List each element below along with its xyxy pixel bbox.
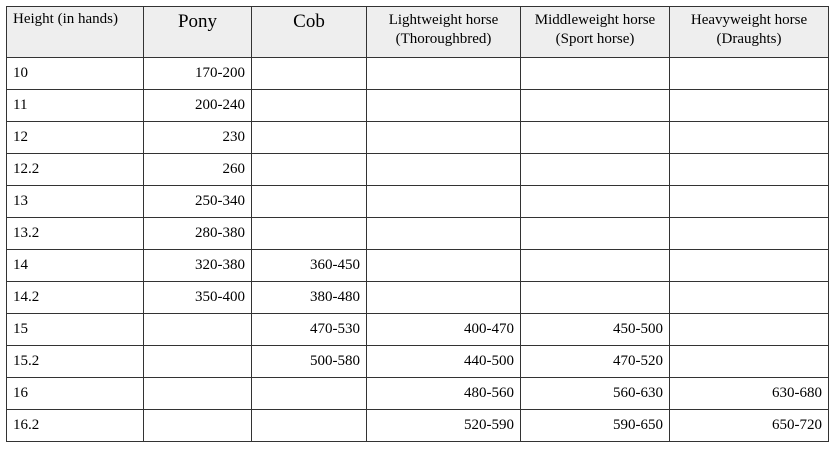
cell-pony: 170-200: [144, 58, 252, 90]
cell-lightweight: 440-500: [367, 346, 521, 378]
cell-height: 16: [7, 378, 144, 410]
cell-pony: [144, 346, 252, 378]
header-middleweight: [521, 7, 670, 58]
cell-lightweight: 480-560: [367, 378, 521, 410]
cell-height: 15: [7, 314, 144, 346]
cell-middleweight: [521, 218, 670, 250]
cell-cob: [252, 154, 367, 186]
table-row: [7, 218, 829, 250]
table-row: [7, 378, 829, 410]
cell-height: 13.2: [7, 218, 144, 250]
cell-pony: 260: [144, 154, 252, 186]
header-pony: Pony: [144, 7, 252, 58]
table-row: [7, 282, 829, 314]
header-cob: Cob: [252, 7, 367, 58]
cell-cob: 500-580: [252, 346, 367, 378]
table-row: [7, 410, 829, 442]
cell-middleweight: [521, 250, 670, 282]
cell-cob: [252, 90, 367, 122]
cell-middleweight: 450-500: [521, 314, 670, 346]
cell-height: 14.2: [7, 282, 144, 314]
cell-pony: 320-380: [144, 250, 252, 282]
cell-cob: [252, 378, 367, 410]
header-lightweight-name: Lightweight horse: [388, 12, 499, 28]
header-heavyweight-type: (Draughts): [716, 31, 782, 47]
cell-lightweight: 520-590: [367, 410, 521, 442]
cell-cob: 360-450: [252, 250, 367, 282]
header-lightweight: [367, 7, 521, 58]
cell-cob: [252, 218, 367, 250]
cell-pony: [144, 378, 252, 410]
header-middleweight-name: Middleweight horse: [534, 12, 656, 28]
table-row: [7, 186, 829, 218]
cell-pony: 280-380: [144, 218, 252, 250]
cell-lightweight: [367, 250, 521, 282]
header-heavyweight-name: Heavyweight horse: [690, 12, 808, 28]
header-height: Height (in hands): [7, 7, 144, 58]
cell-middleweight: 560-630: [521, 378, 670, 410]
cell-height: 15.2: [7, 346, 144, 378]
cell-middleweight: 470-520: [521, 346, 670, 378]
cell-heavyweight: [670, 58, 829, 90]
cell-heavyweight: [670, 154, 829, 186]
cell-height: 10: [7, 58, 144, 90]
table-header: [7, 7, 829, 58]
cell-middleweight: [521, 90, 670, 122]
cell-heavyweight: [670, 314, 829, 346]
header-lightweight-type: (Thoroughbred): [395, 31, 492, 47]
cell-cob: [252, 122, 367, 154]
cell-heavyweight: [670, 250, 829, 282]
cell-height: 16.2: [7, 410, 144, 442]
cell-lightweight: [367, 218, 521, 250]
cell-lightweight: [367, 154, 521, 186]
cell-pony: 250-340: [144, 186, 252, 218]
cell-middleweight: [521, 282, 670, 314]
table-row: [7, 58, 829, 90]
cell-heavyweight: [670, 186, 829, 218]
cell-pony: [144, 410, 252, 442]
cell-cob: 470-530: [252, 314, 367, 346]
cell-pony: 200-240: [144, 90, 252, 122]
header-row: [7, 7, 829, 58]
cell-cob: [252, 410, 367, 442]
cell-lightweight: [367, 90, 521, 122]
cell-heavyweight: [670, 90, 829, 122]
cell-height: 12.2: [7, 154, 144, 186]
table-row: [7, 154, 829, 186]
cell-middleweight: 590-650: [521, 410, 670, 442]
table-row: [7, 122, 829, 154]
cell-pony: [144, 314, 252, 346]
cell-middleweight: [521, 58, 670, 90]
cell-middleweight: [521, 154, 670, 186]
cell-heavyweight: 650-720: [670, 410, 829, 442]
cell-lightweight: 400-470: [367, 314, 521, 346]
header-middleweight-type: (Sport horse): [555, 31, 635, 47]
cell-height: 11: [7, 90, 144, 122]
table-row: [7, 90, 829, 122]
cell-heavyweight: [670, 346, 829, 378]
cell-middleweight: [521, 186, 670, 218]
cell-lightweight: [367, 186, 521, 218]
cell-height: 13: [7, 186, 144, 218]
cell-heavyweight: [670, 122, 829, 154]
horse-weight-table: [6, 6, 829, 442]
table-row: [7, 314, 829, 346]
cell-middleweight: [521, 122, 670, 154]
cell-cob: 380-480: [252, 282, 367, 314]
cell-cob: [252, 186, 367, 218]
table-body: [7, 58, 829, 442]
table-row: [7, 346, 829, 378]
cell-lightweight: [367, 282, 521, 314]
cell-height: 12: [7, 122, 144, 154]
cell-heavyweight: 630-680: [670, 378, 829, 410]
cell-lightweight: [367, 122, 521, 154]
cell-pony: 350-400: [144, 282, 252, 314]
cell-height: 14: [7, 250, 144, 282]
cell-heavyweight: [670, 282, 829, 314]
cell-lightweight: [367, 58, 521, 90]
cell-pony: 230: [144, 122, 252, 154]
cell-cob: [252, 58, 367, 90]
table-row: [7, 250, 829, 282]
header-heavyweight: [670, 7, 829, 58]
cell-heavyweight: [670, 218, 829, 250]
